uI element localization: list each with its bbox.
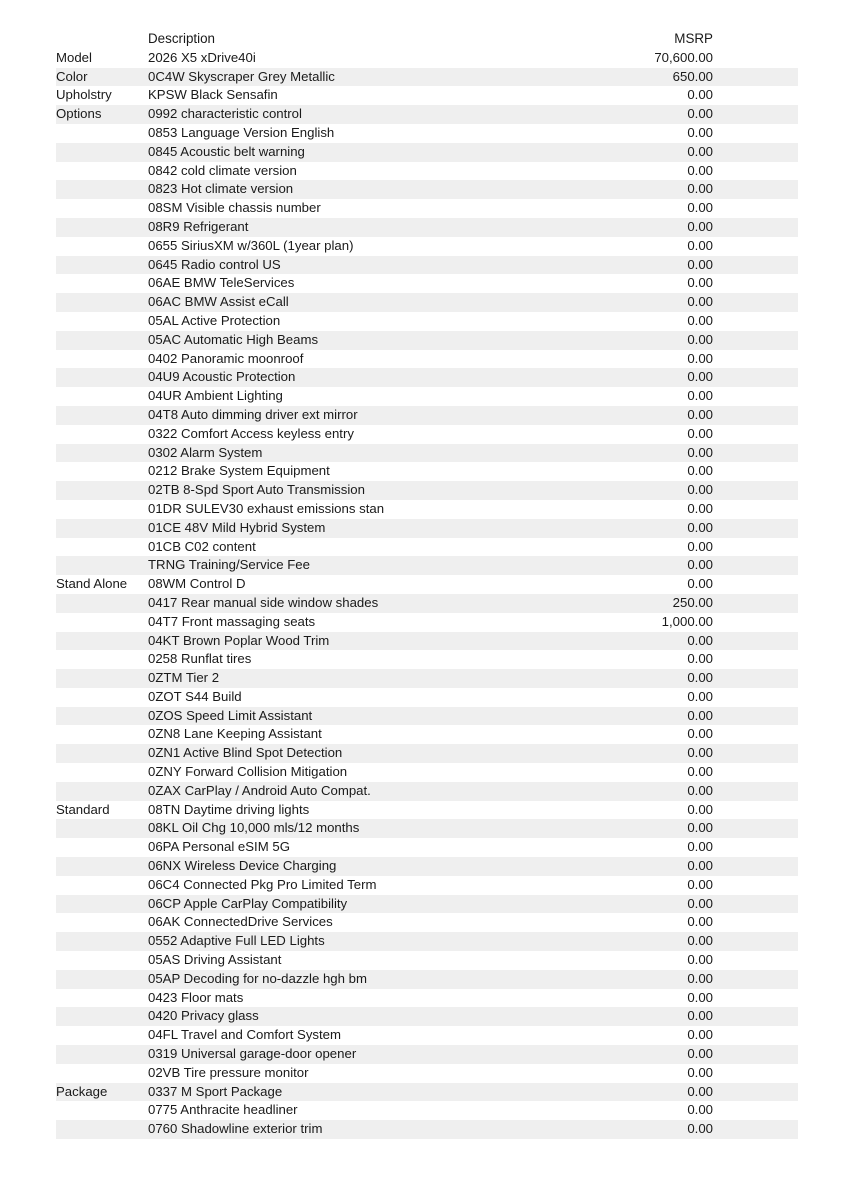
row-price: 0.00 <box>593 387 713 406</box>
row-description: 06AK ConnectedDrive Services <box>148 913 593 932</box>
row-price: 0.00 <box>593 1101 713 1120</box>
row-description: 0845 Acoustic belt warning <box>148 143 593 162</box>
row-spacer <box>713 989 798 1008</box>
table-row <box>56 782 798 801</box>
row-price: 0.00 <box>593 857 713 876</box>
row-description: 0775 Anthracite headliner <box>148 1101 593 1120</box>
table-row <box>56 1101 798 1120</box>
table-row <box>56 650 798 669</box>
row-category <box>56 406 148 425</box>
row-category <box>56 162 148 181</box>
row-category <box>56 312 148 331</box>
row-spacer <box>713 293 798 312</box>
row-price: 0.00 <box>593 331 713 350</box>
row-price: 0.00 <box>593 876 713 895</box>
row-spacer <box>713 444 798 463</box>
row-price: 0.00 <box>593 763 713 782</box>
table-row <box>56 444 798 463</box>
row-category <box>56 180 148 199</box>
row-spacer <box>713 650 798 669</box>
row-price: 0.00 <box>593 218 713 237</box>
row-category <box>56 1045 148 1064</box>
row-price: 0.00 <box>593 1064 713 1083</box>
row-spacer <box>713 913 798 932</box>
row-category <box>56 256 148 275</box>
table-row <box>56 143 798 162</box>
table-row <box>56 819 798 838</box>
row-category: Upholstry <box>56 86 148 105</box>
table-row <box>56 331 798 350</box>
row-spacer <box>713 237 798 256</box>
row-price: 0.00 <box>593 895 713 914</box>
row-price: 250.00 <box>593 594 713 613</box>
row-spacer <box>713 688 798 707</box>
row-description: 0ZOT S44 Build <box>148 688 593 707</box>
row-category <box>56 331 148 350</box>
table-row <box>56 500 798 519</box>
table-row <box>56 857 798 876</box>
row-description: 0337 M Sport Package <box>148 1083 593 1102</box>
row-spacer <box>713 632 798 651</box>
row-spacer <box>713 180 798 199</box>
row-spacer <box>713 556 798 575</box>
row-price: 0.00 <box>593 801 713 820</box>
row-category <box>56 293 148 312</box>
table-row <box>56 237 798 256</box>
row-category <box>56 368 148 387</box>
table-row <box>56 725 798 744</box>
column-header-description: Description <box>148 31 215 46</box>
row-description: 0760 Shadowline exterior trim <box>148 1120 593 1139</box>
table-row <box>56 180 798 199</box>
row-price: 0.00 <box>593 500 713 519</box>
row-description: TRNG Training/Service Fee <box>148 556 593 575</box>
row-category <box>56 876 148 895</box>
column-header-msrp: MSRP <box>674 31 713 46</box>
table-row <box>56 556 798 575</box>
table-row <box>56 970 798 989</box>
row-spacer <box>713 669 798 688</box>
row-category <box>56 274 148 293</box>
row-category <box>56 199 148 218</box>
table-row <box>56 538 798 557</box>
row-spacer <box>713 801 798 820</box>
row-description: 0420 Privacy glass <box>148 1007 593 1026</box>
table-row <box>56 293 798 312</box>
row-spacer <box>713 331 798 350</box>
row-spacer <box>713 350 798 369</box>
row-spacer <box>713 594 798 613</box>
table-row <box>56 688 798 707</box>
row-description: 01CB C02 content <box>148 538 593 557</box>
row-price: 0.00 <box>593 481 713 500</box>
row-category <box>56 425 148 444</box>
table-row <box>56 763 798 782</box>
row-price: 0.00 <box>593 1045 713 1064</box>
table-row <box>56 801 798 820</box>
table-row <box>56 218 798 237</box>
table-row <box>56 49 798 68</box>
row-spacer <box>713 274 798 293</box>
table-row <box>56 744 798 763</box>
table-row <box>56 1026 798 1045</box>
row-spacer <box>713 199 798 218</box>
table-row <box>56 1045 798 1064</box>
row-category <box>56 538 148 557</box>
table-row <box>56 707 798 726</box>
row-spacer <box>713 312 798 331</box>
row-category <box>56 669 148 688</box>
table-row <box>56 876 798 895</box>
row-spacer <box>713 1083 798 1102</box>
row-description: 0ZNY Forward Collision Mitigation <box>148 763 593 782</box>
row-description: 02VB Tire pressure monitor <box>148 1064 593 1083</box>
row-spacer <box>713 895 798 914</box>
row-category <box>56 725 148 744</box>
row-spacer <box>713 970 798 989</box>
row-category <box>56 819 148 838</box>
row-spacer <box>713 462 798 481</box>
table-row <box>56 256 798 275</box>
row-price: 0.00 <box>593 462 713 481</box>
row-description: 0423 Floor mats <box>148 989 593 1008</box>
table-row <box>56 462 798 481</box>
row-spacer <box>713 143 798 162</box>
row-spacer <box>713 368 798 387</box>
row-category <box>56 782 148 801</box>
table-row <box>56 913 798 932</box>
row-description: 0ZTM Tier 2 <box>148 669 593 688</box>
row-spacer <box>713 387 798 406</box>
row-price: 0.00 <box>593 105 713 124</box>
row-price: 0.00 <box>593 180 713 199</box>
row-category <box>56 763 148 782</box>
row-category <box>56 857 148 876</box>
row-category <box>56 218 148 237</box>
row-price: 0.00 <box>593 707 713 726</box>
row-category <box>56 951 148 970</box>
row-spacer <box>713 105 798 124</box>
table-row <box>56 575 798 594</box>
row-price: 0.00 <box>593 951 713 970</box>
row-category <box>56 143 148 162</box>
row-spacer <box>713 162 798 181</box>
row-spacer <box>713 256 798 275</box>
row-description: 0842 cold climate version <box>148 162 593 181</box>
row-spacer <box>713 1007 798 1026</box>
table-header-row <box>56 30 798 49</box>
row-category <box>56 350 148 369</box>
row-category <box>56 650 148 669</box>
row-description: 08SM Visible chassis number <box>148 199 593 218</box>
row-category <box>56 1064 148 1083</box>
table-row <box>56 1083 798 1102</box>
row-price: 0.00 <box>593 1120 713 1139</box>
table-row <box>56 162 798 181</box>
row-category <box>56 1007 148 1026</box>
row-description: 0ZAX CarPlay / Android Auto Compat. <box>148 782 593 801</box>
row-category <box>56 556 148 575</box>
row-price: 0.00 <box>593 932 713 951</box>
table-row <box>56 481 798 500</box>
row-description: 04U9 Acoustic Protection <box>148 368 593 387</box>
row-category: Color <box>56 68 148 87</box>
row-category <box>56 895 148 914</box>
table-row <box>56 105 798 124</box>
row-spacer <box>713 876 798 895</box>
row-price: 0.00 <box>593 124 713 143</box>
table-row <box>56 519 798 538</box>
row-price: 0.00 <box>593 143 713 162</box>
row-price: 0.00 <box>593 725 713 744</box>
row-price: 0.00 <box>593 970 713 989</box>
row-spacer <box>713 425 798 444</box>
table-row <box>56 989 798 1008</box>
table-row <box>56 895 798 914</box>
row-price: 0.00 <box>593 556 713 575</box>
row-description: 01CE 48V Mild Hybrid System <box>148 519 593 538</box>
row-category <box>56 237 148 256</box>
row-description: 0319 Universal garage-door opener <box>148 1045 593 1064</box>
row-price: 0.00 <box>593 162 713 181</box>
row-description: 08WM Control D <box>148 575 593 594</box>
table-header <box>56 30 798 49</box>
row-price: 0.00 <box>593 425 713 444</box>
row-spacer <box>713 538 798 557</box>
row-category <box>56 1101 148 1120</box>
table-body <box>56 49 798 1139</box>
row-price: 0.00 <box>593 256 713 275</box>
table-row <box>56 368 798 387</box>
table-row <box>56 932 798 951</box>
row-description: 0258 Runflat tires <box>148 650 593 669</box>
row-category <box>56 970 148 989</box>
vehicle-spec-table <box>56 30 798 1139</box>
row-spacer <box>713 819 798 838</box>
row-description: 0655 SiriusXM w/360L (1year plan) <box>148 237 593 256</box>
row-spacer <box>713 838 798 857</box>
row-description: 01DR SULEV30 exhaust emissions stan <box>148 500 593 519</box>
row-price: 0.00 <box>593 350 713 369</box>
row-description: 06C4 Connected Pkg Pro Limited Term <box>148 876 593 895</box>
row-spacer <box>713 951 798 970</box>
row-price: 0.00 <box>593 368 713 387</box>
row-description: 04T7 Front massaging seats <box>148 613 593 632</box>
row-category <box>56 1026 148 1045</box>
row-price: 0.00 <box>593 1026 713 1045</box>
column-header-category <box>56 30 148 49</box>
table-row <box>56 124 798 143</box>
row-category: Model <box>56 49 148 68</box>
row-description: 0C4W Skyscraper Grey Metallic <box>148 68 593 87</box>
row-spacer <box>713 763 798 782</box>
row-spacer <box>713 481 798 500</box>
row-description: 0402 Panoramic moonroof <box>148 350 593 369</box>
table-row <box>56 1064 798 1083</box>
row-description: 0645 Radio control US <box>148 256 593 275</box>
row-description: 04FL Travel and Comfort System <box>148 1026 593 1045</box>
row-price: 1,000.00 <box>593 613 713 632</box>
table-row <box>56 425 798 444</box>
row-spacer <box>713 49 798 68</box>
row-description: 05AS Driving Assistant <box>148 951 593 970</box>
row-price: 0.00 <box>593 199 713 218</box>
table-row <box>56 1120 798 1139</box>
row-description: 05AC Automatic High Beams <box>148 331 593 350</box>
row-spacer <box>713 782 798 801</box>
row-spacer <box>713 575 798 594</box>
row-spacer <box>713 613 798 632</box>
table-row <box>56 350 798 369</box>
row-price: 0.00 <box>593 669 713 688</box>
row-description: 05AP Decoding for no-dazzle hgh bm <box>148 970 593 989</box>
row-price: 0.00 <box>593 819 713 838</box>
row-price: 650.00 <box>593 68 713 87</box>
table-row <box>56 613 798 632</box>
row-category <box>56 481 148 500</box>
row-category: Stand Alone <box>56 575 148 594</box>
row-description: 04T8 Auto dimming driver ext mirror <box>148 406 593 425</box>
row-spacer <box>713 1026 798 1045</box>
row-category: Standard <box>56 801 148 820</box>
row-description: 0212 Brake System Equipment <box>148 462 593 481</box>
row-category <box>56 519 148 538</box>
row-spacer <box>713 725 798 744</box>
row-description: 08R9 Refrigerant <box>148 218 593 237</box>
table-row <box>56 838 798 857</box>
row-price: 0.00 <box>593 444 713 463</box>
table-row <box>56 632 798 651</box>
table-row <box>56 312 798 331</box>
row-category <box>56 838 148 857</box>
row-category <box>56 632 148 651</box>
row-spacer <box>713 1120 798 1139</box>
row-description: 06AE BMW TeleServices <box>148 274 593 293</box>
table-row <box>56 669 798 688</box>
row-price: 0.00 <box>593 406 713 425</box>
row-spacer <box>713 932 798 951</box>
row-description: 04UR Ambient Lighting <box>148 387 593 406</box>
row-spacer <box>713 86 798 105</box>
row-price: 0.00 <box>593 538 713 557</box>
row-description: 0322 Comfort Access keyless entry <box>148 425 593 444</box>
table-row <box>56 594 798 613</box>
row-description: 06AC BMW Assist eCall <box>148 293 593 312</box>
row-price: 0.00 <box>593 86 713 105</box>
row-description: 0ZN8 Lane Keeping Assistant <box>148 725 593 744</box>
row-category <box>56 744 148 763</box>
row-price: 0.00 <box>593 1007 713 1026</box>
row-spacer <box>713 68 798 87</box>
table-row <box>56 274 798 293</box>
row-description: 0992 characteristic control <box>148 105 593 124</box>
row-description: 02TB 8-Spd Sport Auto Transmission <box>148 481 593 500</box>
row-spacer <box>713 1101 798 1120</box>
row-spacer <box>713 124 798 143</box>
row-spacer <box>713 1045 798 1064</box>
row-price: 0.00 <box>593 274 713 293</box>
row-category <box>56 613 148 632</box>
row-spacer <box>713 500 798 519</box>
row-price: 0.00 <box>593 838 713 857</box>
row-description: 0302 Alarm System <box>148 444 593 463</box>
table-row <box>56 406 798 425</box>
row-category: Options <box>56 105 148 124</box>
table-row <box>56 68 798 87</box>
row-category <box>56 594 148 613</box>
table-row <box>56 1007 798 1026</box>
row-description: 0417 Rear manual side window shades <box>148 594 593 613</box>
row-price: 0.00 <box>593 293 713 312</box>
row-price: 0.00 <box>593 237 713 256</box>
row-price: 0.00 <box>593 650 713 669</box>
row-description: 06CP Apple CarPlay Compatibility <box>148 895 593 914</box>
row-category <box>56 707 148 726</box>
row-price: 0.00 <box>593 913 713 932</box>
table-row <box>56 199 798 218</box>
row-spacer <box>713 406 798 425</box>
row-price: 0.00 <box>593 782 713 801</box>
row-spacer <box>713 519 798 538</box>
row-description: 05AL Active Protection <box>148 312 593 331</box>
row-description: 0ZOS Speed Limit Assistant <box>148 707 593 726</box>
row-price: 0.00 <box>593 575 713 594</box>
row-description: 2026 X5 xDrive40i <box>148 49 593 68</box>
row-price: 0.00 <box>593 744 713 763</box>
row-description: KPSW Black Sensafin <box>148 86 593 105</box>
row-category <box>56 500 148 519</box>
row-category <box>56 444 148 463</box>
row-category <box>56 913 148 932</box>
row-category: Package <box>56 1083 148 1102</box>
row-description: 0552 Adaptive Full LED Lights <box>148 932 593 951</box>
row-category <box>56 124 148 143</box>
row-price: 0.00 <box>593 989 713 1008</box>
table-row <box>56 86 798 105</box>
row-description: 0ZN1 Active Blind Spot Detection <box>148 744 593 763</box>
row-description: 04KT Brown Poplar Wood Trim <box>148 632 593 651</box>
row-description: 0823 Hot climate version <box>148 180 593 199</box>
row-description: 08TN Daytime driving lights <box>148 801 593 820</box>
row-spacer <box>713 1064 798 1083</box>
row-category <box>56 932 148 951</box>
row-price: 0.00 <box>593 688 713 707</box>
row-description: 0853 Language Version English <box>148 124 593 143</box>
table-row <box>56 951 798 970</box>
column-header-spacer <box>713 30 798 49</box>
row-description: 06NX Wireless Device Charging <box>148 857 593 876</box>
row-price: 0.00 <box>593 519 713 538</box>
row-price: 0.00 <box>593 632 713 651</box>
table-row <box>56 387 798 406</box>
row-category <box>56 387 148 406</box>
row-price: 0.00 <box>593 312 713 331</box>
row-description: 06PA Personal eSIM 5G <box>148 838 593 857</box>
row-category <box>56 989 148 1008</box>
row-price: 0.00 <box>593 1083 713 1102</box>
row-category <box>56 462 148 481</box>
row-price: 70,600.00 <box>593 49 713 68</box>
row-spacer <box>713 744 798 763</box>
row-category <box>56 688 148 707</box>
row-spacer <box>713 218 798 237</box>
row-description: 08KL Oil Chg 10,000 mls/12 months <box>148 819 593 838</box>
row-category <box>56 1120 148 1139</box>
row-spacer <box>713 857 798 876</box>
row-spacer <box>713 707 798 726</box>
